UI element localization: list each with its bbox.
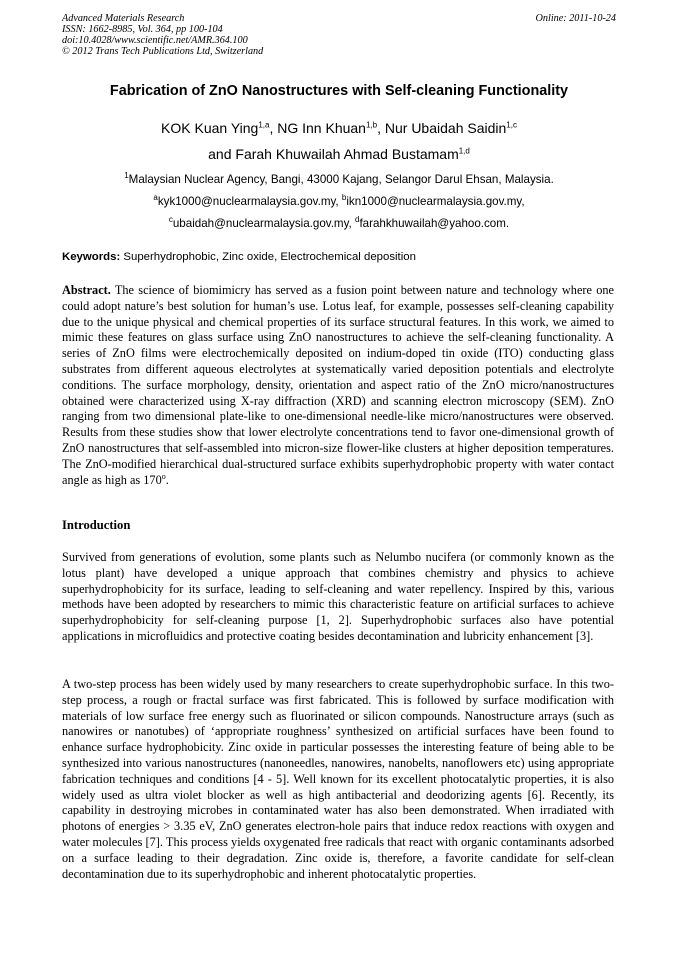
journal-header <box>62 13 263 57</box>
email-address: kyk1000@nuclearmalaysia.gov.my, <box>157 195 342 208</box>
author-sup: 1,b <box>365 120 378 130</box>
section-heading-introduction: Introduction <box>62 518 131 532</box>
journal-copyright: © 2012 Trans Tech Publications Ltd, Switzerland <box>62 46 264 57</box>
email-address: ubaidah@nuclearmalaysia.gov.my, <box>172 217 355 230</box>
author-sup: 1,d <box>458 146 470 156</box>
author-name: Nur Ubaidah Saidin <box>384 120 507 136</box>
keywords <box>62 251 616 263</box>
author-sup: 1,a <box>258 120 270 130</box>
author-line-2 <box>0 146 678 162</box>
email-address: ikn1000@nuclearmalaysia.gov.my, <box>346 195 525 208</box>
email-line-2: $^c$ubaidah@nuclearmalaysia.gov.my, $^d$farahkhuwailah@yahoo.com. <box>168 215 510 230</box>
abstract-text: The science of biomimicry has served as a fusion point between nature and technology where one could adopt nature’s best solution for human’s use. Lotus leaf, for example, possesses self-cleaning capability due to the unique physical and chemical properties of its surface structural features. In this work, we aimed to mimic these features on glass surface using ZnO nanostructures to achieve the self-cleaning functionality. A series of ZnO films were electrochemically deposited on indium-doped tin oxide (ITO) conducting glass substrates from different aqueous electrolytes at systematically varied deposition potentials and electrolyte conditions. The surface morphology, density, orientation and aspect ratio of the ZnO micro/nanostructures obtained were characterized using X-ray diffraction (XRD) and scanning electron microscopy (SEM). ZnO ranging from two dimensional plate-like to one-dimensional needle-like micro/nanostructures were observed. Results from these studies show that lower electrolyte concentrations tend to favor one-dimensional growth of ZnO nanostructures that self-assembled into micron-size flower-like clusters at higher deposition temperatures. The ZnO-modified hierarchical dual-structured surface exhibits superhydrophobic property with water contact angle as high as 170 <box>62 283 614 487</box>
abstract: Abstract. The science of biomimicry has served as a fusion point between nature and technology where one could adopt nature’s best solution for human’s use. Lotus leaf, for example, possesses self-cleaning capability due to the unique physical and chemical properties of its surface structural features. In this work, we aimed to mimic these features on glass surface using ZnO nanostructures to achieve the self-cleaning functionality. A series of ZnO films were electrochemically deposited on indium-doped tin oxide (ITO) conducting glass substrates from different aqueous electrolytes at systematically varied deposition potentials and electrolyte conditions. The surface morphology, density, orientation and aspect ratio of the ZnO micro/nanostructures obtained were characterized using X-ray diffraction (XRD) and scanning electron microscopy (SEM). ZnO ranging from two dimensional plate-like to one-dimensional needle-like micro/nanostructures were observed. Results from these studies show that lower electrolyte concentrations tend to favor one-dimensional growth of ZnO nanostructures that self-assembled into micron-size flower-like clusters at higher deposition temperatures. The ZnO-modified hierarchical dual-structured surface exhibits superhydrophobic property with water contact angle as high as 170$^o$. <box>62 283 614 487</box>
author-line-1: KOK Kuan Ying$^{1,a}$, NG Inn Khuan$^{1,b}$, Nur Ubaidah Saidin$^{1,c}$ <box>161 120 517 136</box>
author-name: and Farah Khuwailah Ahmad Bustamam <box>208 146 459 162</box>
keywords-label: Keywords: <box>62 251 121 263</box>
author-name: NG Inn Khuan <box>277 120 366 136</box>
intro-paragraph-1: Survived from generations of evolution, some plants such as Nelumbo nucifera (or commonly known as the lotus plant) have developed a unique approach that combines chemistry and physics to achieve superhydrophobicity for its surface, leading to self-cleaning and water repellency. Inspired by this, various methods have been adopted by researchers to mimic this characteristic feature on artificial surfaces to achieve superhydrophobicity for self-cleaning purpose [1, 2]. Superhydrophobic surfaces also have potential applications in microfluidics and protective coating besides decontamination and lubricity enhancement [3]. <box>62 550 614 643</box>
keywords-text: Superhydrophobic, Zinc oxide, Electrochemical deposition <box>120 251 416 263</box>
affiliation: $^1$Malaysian Nuclear Agency, Bangi, 43000 Kajang, Selangor Darul Ehsan, Malaysia. <box>124 171 554 186</box>
email-line-1: $^a$kyk1000@nuclearmalaysia.gov.my, $^b$ikn1000@nuclearmalaysia.gov.my, <box>153 193 525 208</box>
online-date: Online: 2011-10-24 <box>535 13 616 24</box>
paper-title: Fabrication of ZnO Nanostructures with Self-cleaning Functionality <box>109 83 569 99</box>
author-name: KOK Kuan Ying <box>161 120 259 136</box>
email-address: farahkhuwailah@yahoo.com. <box>359 217 510 230</box>
journal-issn: ISSN: 1662-8985, Vol. 364, pp 100-104 <box>62 24 223 35</box>
author-sup: 1,c <box>506 120 517 130</box>
abstract-label: Abstract. <box>62 283 111 297</box>
intro-paragraph-2: A two-step process has been widely used by many researchers to create superhydrophobic surface. In this two-step process, a rough or fractal surface was first fabricated. This is followed by surface modification with materials of low surface free energy such as fluorinated or silicon compounds. Nanostructure arrays (such as nanowires or nanotubes) of ‘appropriate roughness’ synthesized on artificial surfaces have been found to enhance surface hydrophobicity. Zinc oxide in particular possesses the interesting feature of being able to be synthesized into various nanostructures (nanoneedles, nanowires, nanobelts, nanoflowers etc) using appropriate fabrication techniques and conditions [4 - 5]. Well known for its excellent photocatalytic properties, it is also widely used as ultra violet blocker as well as high antibacterial and deodorizing agents [6]. Recently, its capability in destroying microbes in contaminated water has also been demonstrated. When irradiated with photons of energies > 3.35 eV, ZnO generates electron-hole pairs that induce redox reactions with oxygen and water molecules [7]. This process yields oxygenated free radicals that react with organic contaminants adsorbed on a surface leading to their degradation. Zinc oxide is, therefore, a favorite candidate for self-clean decontamination due to its superhydrophobic and inherent photocatalytic properties. <box>62 677 614 881</box>
journal-doi: doi:10.4028/www.scientific.net/AMR.364.100 <box>62 35 248 46</box>
journal-name: Advanced Materials Research <box>62 13 185 24</box>
